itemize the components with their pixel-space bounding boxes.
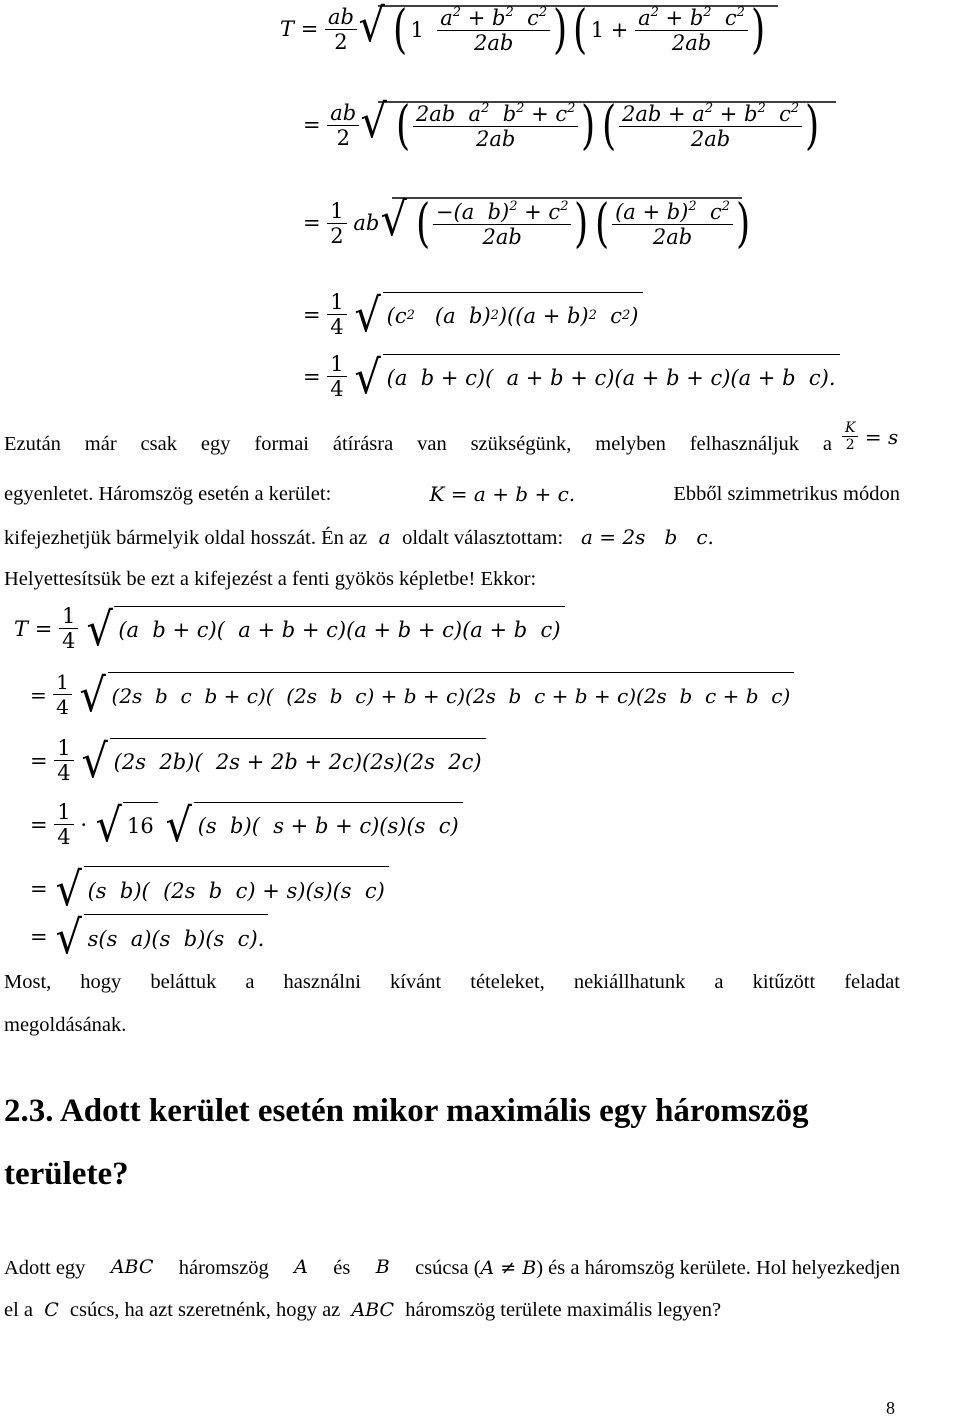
paragraph-2-text: Most, hogy beláttuk a használni kívánt tételeket, nekiállhatunk a kitűzött feladat <box>4 971 900 993</box>
equation-line-1: T = $\frac{ab}{2}$ √ ( 1 $\frac{a^2 + b^2 c^2}{2ab}$ ) ( 1 + $\frac{a^2 + b^2 c^2}{2ab}$ ) <box>280 0 766 60</box>
perimeter-formula: K = a + b + c. <box>429 482 576 506</box>
paragraph-2-text-cont: megoldásának. <box>4 1014 127 1036</box>
paragraph-3-text-c: és <box>333 1257 351 1279</box>
paragraph-1-text-b: egyenletet. Háromszög esetén a kerület: <box>4 483 332 505</box>
equation-line-2: = $\frac{ab}{2}$ √ ( $\frac{2ab a^2 b^2 + c^2}{2ab}$ ) ( $\frac{2ab + a^2 + b^2 c^2}{2ab}$ ) <box>303 94 820 156</box>
paragraph-1-line-1 <box>4 432 832 457</box>
paragraph-1-text-e: oldalt választottam: <box>402 527 564 549</box>
paragraph-3-text-d: csúcsa ( <box>415 1257 481 1279</box>
paragraph-2-line-1 <box>4 970 900 995</box>
equation-line-3: = $\frac{1}{2}$ ab √ ( $\frac{-(a b)^2 + c^2}{2ab}$ ) ( $\frac{(a + b)^2 c^2}{2ab}$ ) <box>303 192 751 254</box>
paragraph-2-line-2 <box>4 1013 126 1038</box>
equation-line-7: = $\frac{1}{4}$ √ (2s b c b + c)( (2s b c) + b + c)(2s b c + b + c)(2s b c + b c) <box>30 670 794 719</box>
paragraph-3-text-e: ) és a háromszög kerülete. Hol helyezkedjen <box>536 1257 900 1279</box>
paragraph-1-text-a: Ezután már csak egy formai átírásra van szükségünk, melyben felhasználjuk a <box>4 433 832 455</box>
paragraph-3-text-g: csúcs, ha azt szeretnénk, hogy az <box>69 1299 341 1321</box>
section-number: 2.3. <box>4 1093 54 1129</box>
radical-bar-3 <box>392 196 742 200</box>
paragraph-1-text-d: kifejezhetjük bármelyik oldal hosszát. Én az <box>4 527 368 549</box>
paragraph-1-line-2 <box>4 482 900 507</box>
paragraph-1-text-c: Ebből szimmetrikus módon <box>673 483 900 505</box>
equation-line-4: = $\frac{1}{4}$ √ (c 2 (a b) 2 )((a + b) 2 c 2 ) <box>303 290 643 339</box>
section-title-line-2: területe? <box>4 1155 129 1192</box>
page-number: 8 <box>886 1398 895 1418</box>
equation-line-9: = $\frac{1}{4}$ · √ 16 √ (s b)( s + b + c)(s)(s c) <box>30 800 463 849</box>
paragraph-3-line-1: Adott egy ABC háromszög A és B csúcsa (A ≠ B) és a háromszög kerülete. Hol helyezkedjen <box>4 1256 900 1279</box>
side-a-formula: a = 2s b c. <box>568 525 714 549</box>
paragraph-3-text-a: Adott egy <box>4 1257 86 1279</box>
paragraph-1-text-f: Helyettesítsük be ezt a kifejezést a fenti gyökös képletbe! Ekkor: <box>4 568 537 590</box>
paragraph-3-text-f: el a <box>4 1299 34 1321</box>
paragraph-3-text-h: háromszög területe maximális legyen? <box>405 1299 722 1321</box>
equation-line-10: = √ (s b)( (2s b c) + s)(s)(s c) <box>30 866 389 912</box>
section-title-line-1: Adott kerület esetén mikor maximális egy háromszög <box>59 1093 809 1129</box>
paragraph-1-line-3: kifejezhetjük bármelyik oldal hosszát. Én az a oldalt választottam: a = 2s b c. <box>4 525 714 549</box>
equation-line-8: = $\frac{1}{4}$ √ (2s 2b)( 2s + 2b + 2c)(2s)(2s 2c) <box>30 736 486 785</box>
section-heading <box>4 1080 808 1205</box>
equation-line-5: = $\frac{1}{4}$ √ (a b + c)( a + b + c)(a + b + c)(a + b c). <box>303 352 840 401</box>
k-over-2-equals-s: $\frac{K}{2}$ = s <box>842 420 898 453</box>
paragraph-3-text-b: háromszög <box>178 1257 269 1279</box>
radical-bar-1 <box>378 4 778 8</box>
paragraph-3-line-2: el a C csúcs, ha azt szeretnénk, hogy az ABC háromszög területe maximális legyen? <box>4 1299 722 1321</box>
equation-line-11: = √ s(s a)(s b)(s c). <box>30 914 268 960</box>
radical-bar-2 <box>378 100 836 104</box>
equation-line-6: T = $\frac{1}{4}$ √ (a b + c)( a + b + c)(a + b + c)(a + b c) <box>14 604 565 653</box>
paragraph-1-line-4 <box>4 567 536 592</box>
